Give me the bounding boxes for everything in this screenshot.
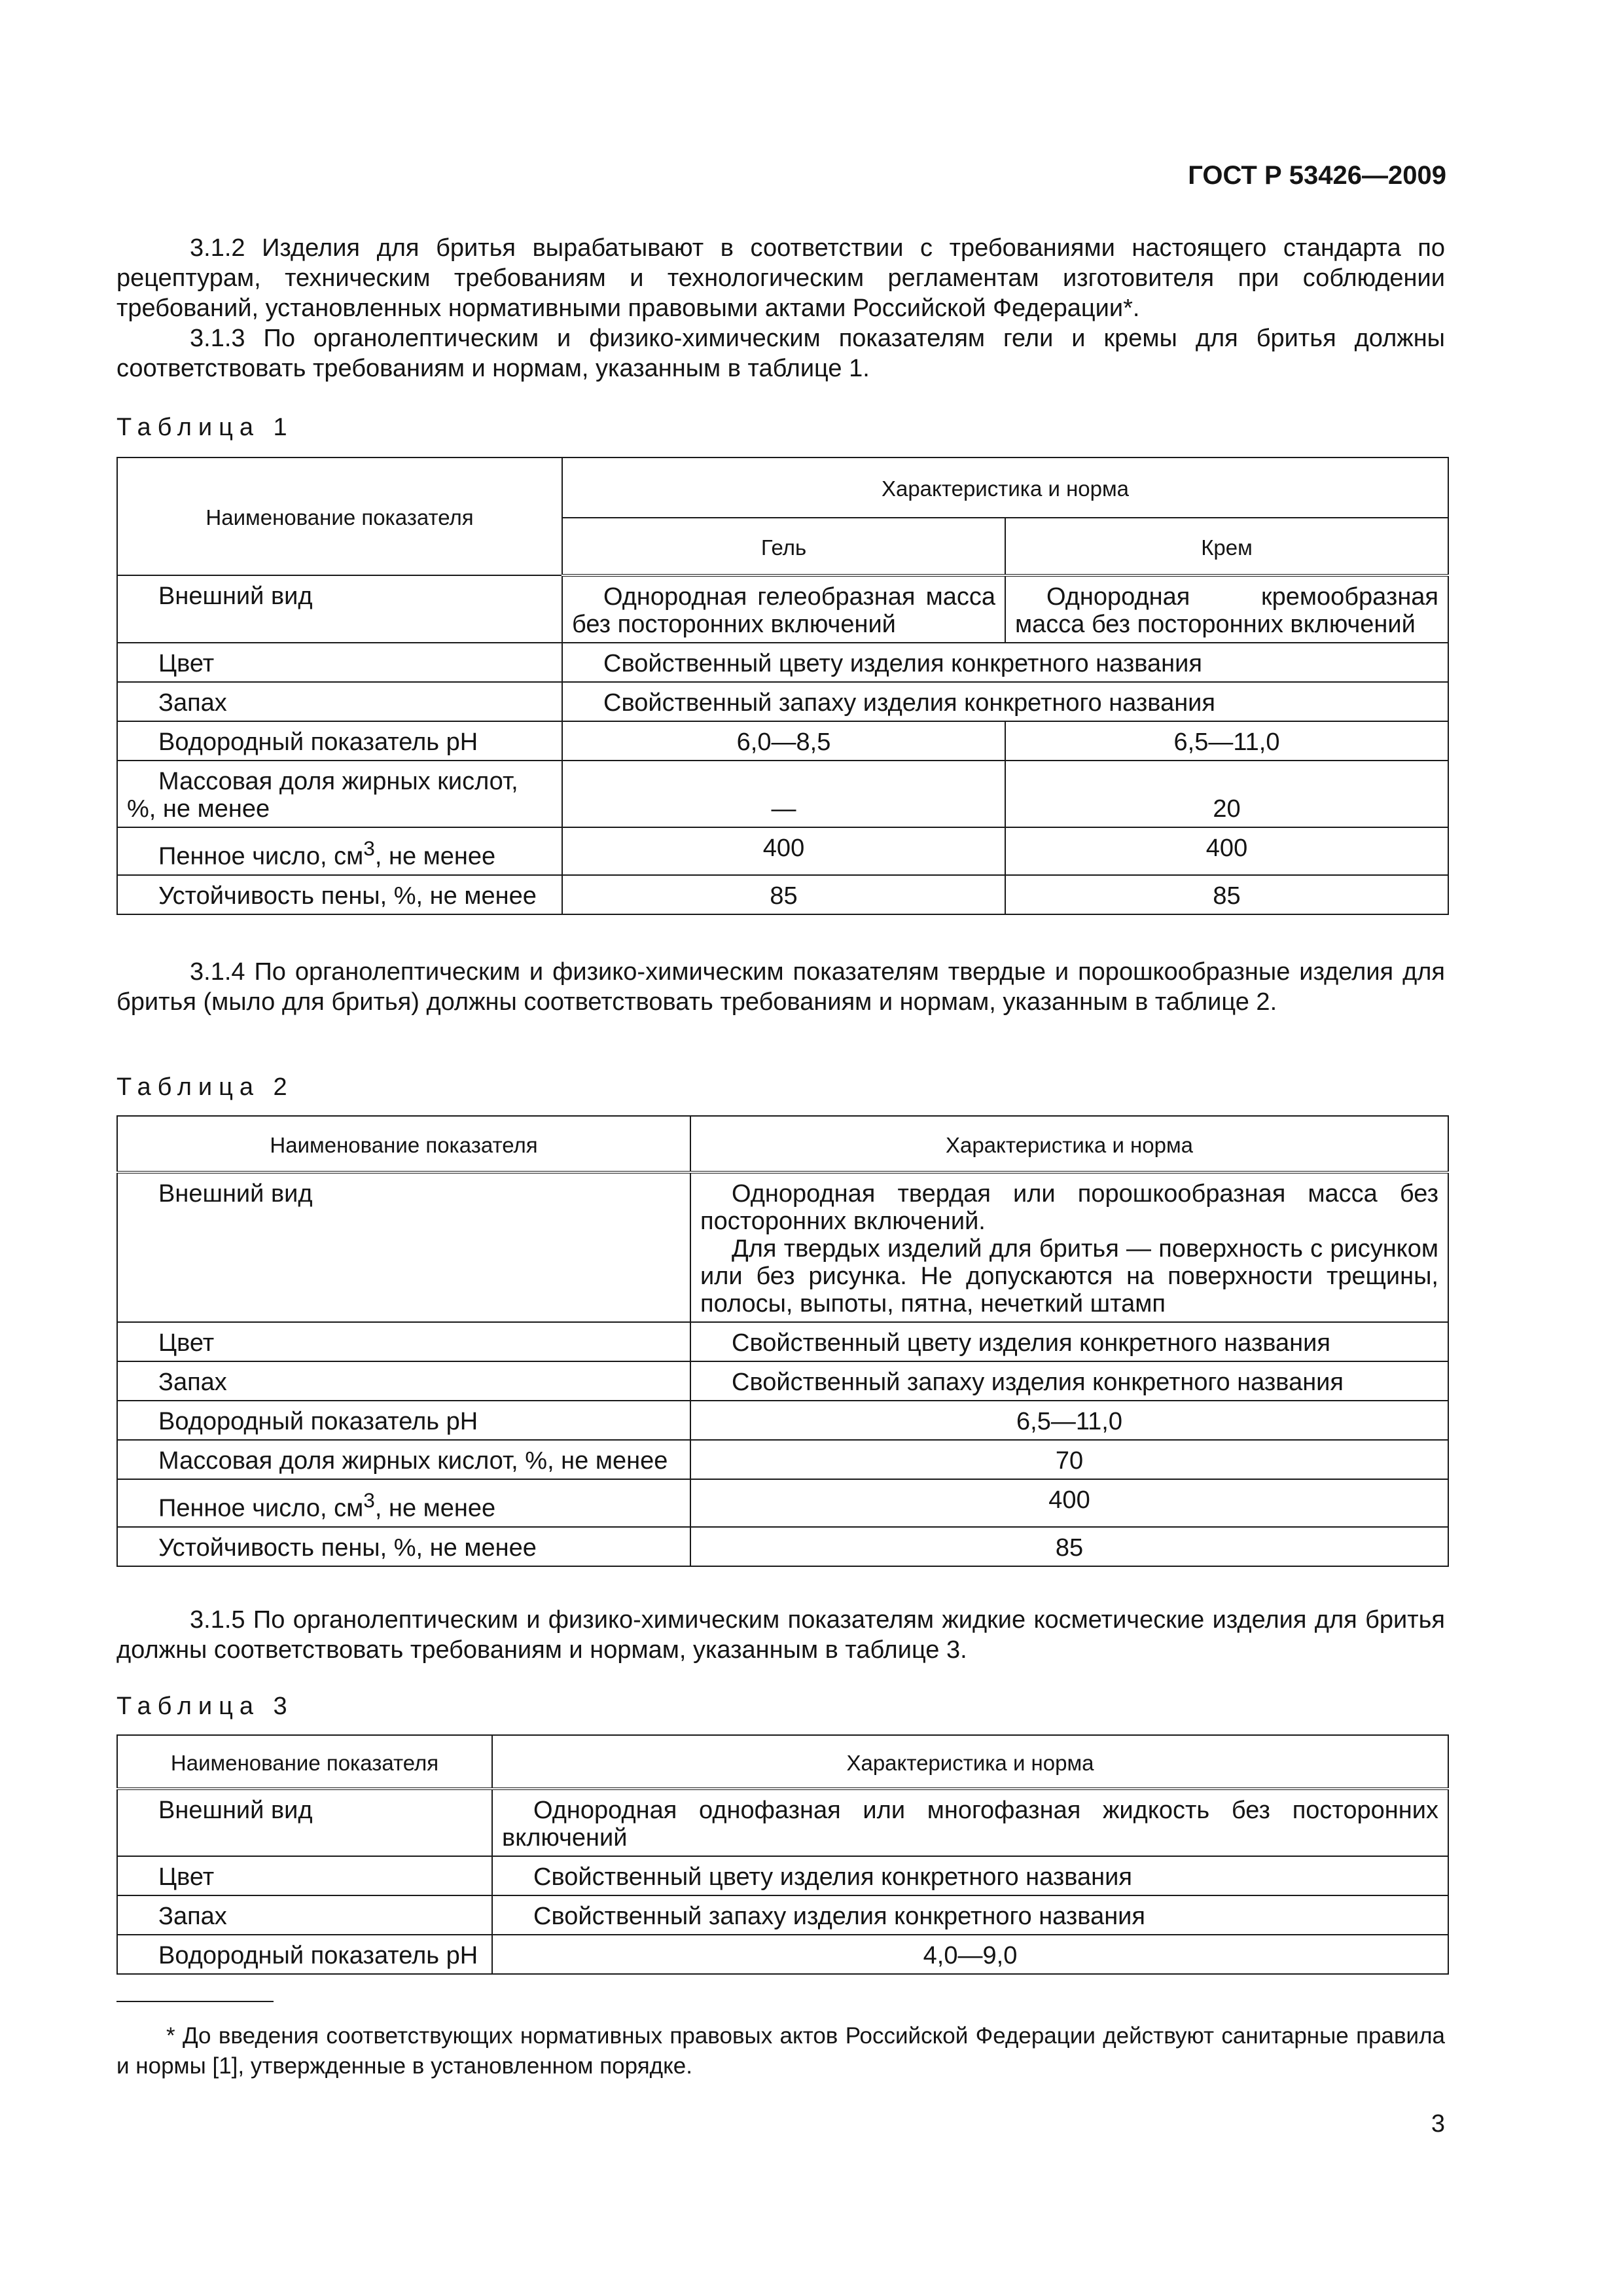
table-row	[117, 575, 1448, 643]
table3-cell-value: Однородная однофазная или многофазная жидкость без посторонних включений	[492, 1789, 1448, 1856]
table2-head-value: Характеристика и норма	[690, 1116, 1448, 1172]
table1-cell-cream: 400	[1005, 827, 1448, 875]
table2-caption: Таблица 2	[116, 1073, 294, 1101]
table-row	[117, 1895, 1448, 1935]
table-row	[117, 875, 1448, 914]
table-row	[117, 1401, 1448, 1440]
paragraph-3-1-4: 3.1.4 По органолептическим и физико-химическим показателям твердые и порошкообразные изделия для бритья (мыло для бритья) должны соответствовать требованиям и нормам, указанным в таблице 2.	[116, 958, 1445, 1016]
table2-row-name: Устойчивость пены, %, не менее	[117, 1527, 690, 1566]
table1-row-name	[117, 827, 562, 875]
table-row	[117, 827, 1448, 875]
table1-cell-cream: Однородная кремообразная масса без посторонних включений	[1005, 575, 1448, 643]
table1-cell-cream: 85	[1005, 875, 1448, 914]
table2-cell-value: Свойственный запаху изделия конкретного названия	[690, 1361, 1448, 1401]
paragraph-3-1-3: 3.1.3 По органолептическим и физико-химическим показателям гели и кремы для бритья должны соответствовать требованиям и нормам, указанным в таблице 1.	[116, 325, 1445, 382]
table1	[116, 457, 1449, 915]
table2-cell-value	[690, 1172, 1448, 1322]
foam-number-label-tail: , не менее	[374, 1494, 496, 1522]
table2-appearance-text-2: Для твердых изделий для бритья — поверхность с рисунком или без рисунка. Не допускаются на поверхности трещины, полосы, выпоты, пятна, нечеткий штамп	[700, 1235, 1438, 1318]
table2-row-name: Внешний вид	[117, 1172, 690, 1322]
table3-row-name: Запах	[117, 1895, 492, 1935]
foam-number-label: Пенное число, см	[158, 842, 364, 870]
table1-cell-merged: Свойственный запаху изделия конкретного названия	[562, 682, 1448, 721]
paragraph-3-1-5: 3.1.5 По органолептическим и физико-химическим показателям жидкие косметические изделия для бритья должны соответствовать требованиям и нормам, указанным в таблице 3.	[116, 1606, 1445, 1664]
document-code: ГОСТ Р 53426—2009	[1188, 161, 1446, 190]
section-3-1-4	[116, 957, 1445, 1017]
table1-cell-gel: 6,0—8,5	[562, 721, 1005, 761]
table-row	[117, 1440, 1448, 1479]
table1-row-name: Водородный показатель pH	[117, 721, 562, 761]
unit-exponent: 3	[363, 1488, 375, 1512]
table1-row-name: Внешний вид	[117, 575, 562, 643]
table-row	[117, 643, 1448, 682]
table1-cell-gel: 85	[562, 875, 1005, 914]
table2-row-name: Цвет	[117, 1322, 690, 1361]
table-row	[117, 1172, 1448, 1322]
table1-caption: Таблица 1	[116, 414, 294, 441]
intro-section	[116, 233, 1445, 384]
table2-appearance-text-1: Однородная твердая или порошкообразная масса без посторонних включений.	[700, 1180, 1438, 1235]
table-row	[117, 1527, 1448, 1566]
table1-cell-cream: 6,5—11,0	[1005, 721, 1448, 761]
table3-head-name: Наименование показателя	[117, 1735, 492, 1789]
table3-row-name: Водородный показатель pH	[117, 1935, 492, 1974]
foam-number-label: Пенное число, см	[158, 1494, 364, 1522]
table2-row-name	[117, 1479, 690, 1527]
table3-cell-value: Свойственный запаху изделия конкретного названия	[492, 1895, 1448, 1935]
footnote: * До введения соответствующих нормативных правовых актов Российской Федерации действуют санитарные правила и нормы [1], утвержденные в установленном порядке.	[116, 2023, 1445, 2079]
paragraph-3-1-2: 3.1.2 Изделия для бритья вырабатывают в соответствии с требованиями настоящего стандарта по рецептурам, техническим требованиям и технологическим регламентам изготовителя при соблюдении требований, установленных нормативными правовыми актами Российской Федерации*.	[116, 234, 1445, 322]
table-row	[117, 721, 1448, 761]
table1-cell-merged: Свойственный цвету изделия конкретного названия	[562, 643, 1448, 682]
table3	[116, 1734, 1449, 1975]
table2-row-name: Запах	[117, 1361, 690, 1401]
table1-cell-cream: 20	[1005, 761, 1448, 827]
table1-row-name: Устойчивость пены, %, не менее	[117, 875, 562, 914]
table1-row-name: Запах	[117, 682, 562, 721]
table-row	[117, 682, 1448, 721]
table2	[116, 1115, 1449, 1567]
table3-caption: Таблица 3	[116, 1693, 294, 1720]
table-row	[117, 1322, 1448, 1361]
table3-row-name: Цвет	[117, 1856, 492, 1895]
table2-cell-value: 6,5—11,0	[690, 1401, 1448, 1440]
table-row	[117, 761, 1448, 827]
table-row	[117, 1361, 1448, 1401]
table2-cell-value: 400	[690, 1479, 1448, 1527]
table1-head-cream: Крем	[1005, 518, 1448, 575]
table2-row-name: Водородный показатель pH	[117, 1401, 690, 1440]
table2-cell-value: 70	[690, 1440, 1448, 1479]
table1-row-name: Цвет	[117, 643, 562, 682]
table2-cell-value: 85	[690, 1527, 1448, 1566]
table1-cell-gel: —	[562, 761, 1005, 827]
table-row	[117, 1935, 1448, 1974]
table1-head-group: Характеристика и норма	[562, 457, 1448, 518]
table2-head-name: Наименование показателя	[117, 1116, 690, 1172]
table-row	[117, 1856, 1448, 1895]
table-row	[117, 1789, 1448, 1856]
table1-head-gel: Гель	[562, 518, 1005, 575]
table1-cell-gel: 400	[562, 827, 1005, 875]
page-number: 3	[1431, 2110, 1445, 2138]
table1-cell-gel: Однородная гелеобразная масса без посторонних включений	[562, 575, 1005, 643]
table2-row-name: Массовая доля жирных кислот, %, не менее	[117, 1440, 690, 1479]
table1-row-name: Массовая доля жирных кислот, %, не менее	[117, 761, 562, 827]
footnote-divider	[116, 2001, 274, 2002]
table3-cell-value: 4,0—9,0	[492, 1935, 1448, 1974]
table3-row-name: Внешний вид	[117, 1789, 492, 1856]
table3-cell-value: Свойственный цвету изделия конкретного названия	[492, 1856, 1448, 1895]
section-3-1-5	[116, 1605, 1445, 1665]
foam-number-label-tail: , не менее	[374, 842, 496, 870]
table3-head-value: Характеристика и норма	[492, 1735, 1448, 1789]
unit-exponent: 3	[363, 836, 375, 860]
table1-head-name: Наименование показателя	[117, 457, 562, 575]
table-row	[117, 1479, 1448, 1527]
table2-cell-value: Свойственный цвету изделия конкретного названия	[690, 1322, 1448, 1361]
